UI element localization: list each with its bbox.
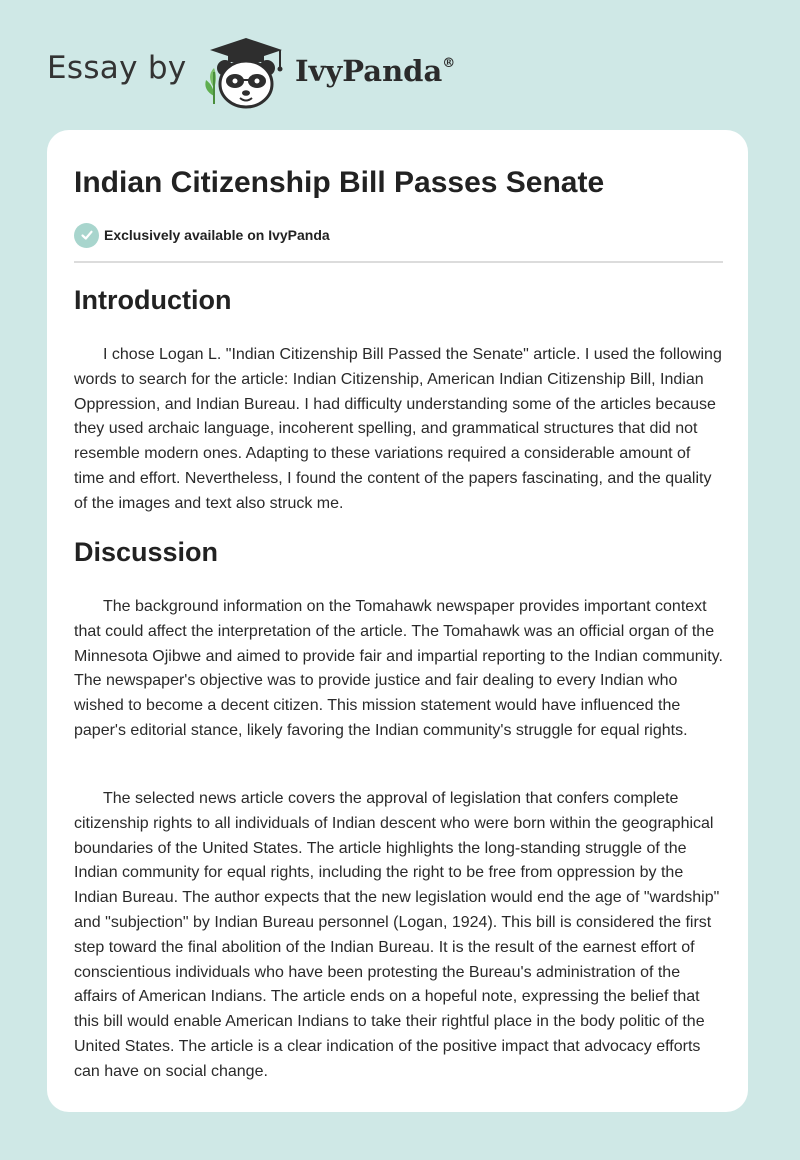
- essay-card: [47, 130, 748, 1112]
- badge-label: Exclusively available on IvyPanda: [104, 227, 330, 243]
- essay-by-label: Essay by: [47, 50, 187, 86]
- check-circle-icon: [74, 223, 99, 248]
- paragraph: The background information on the Tomahawk newspaper provides important context that could affect the interpretation of the article. The Tomahawk was an official organ of the Minnesota Ojibwe and aimed to provide fair and impartial reporting to the Indian community. The newspaper's objective was to provide justice and fair dealing to every Indian who wished to become a decent citizen. This mission statement would have influenced the paper's editorial stance, likely favoring the Indian community's struggle for equal rights.: [74, 598, 723, 739]
- section-heading-discussion: Discussion: [74, 537, 219, 567]
- brand-name[interactable]: [295, 54, 455, 88]
- panda-graduate-icon[interactable]: [200, 36, 292, 110]
- page-title: Indian Citizenship Bill Passes Senate: [74, 166, 605, 199]
- divider: [74, 261, 723, 263]
- section-heading-introduction: Introduction: [74, 285, 232, 315]
- brand-name-text: IvyPanda: [295, 54, 443, 88]
- site-header: [0, 0, 800, 130]
- paragraph: I chose Logan L. "Indian Citizenship Bill Passed the Senate" article. I used the following words to search for the article: Indian Citizenship, American Indian Citizenship Bill, Indian Oppression, and Indian Bureau. I had difficulty understanding some of the articles because they used archaic language, incoherent spelling, and grammatical structures that did not resemble modern ones. Adapting to these variations required a considerable amount of time and effort. Nevertheless, I found the content of the papers fascinating, and the quality of the images and text also struck me.: [74, 346, 722, 512]
- registered-mark: ®: [442, 56, 456, 71]
- exclusive-badge: [74, 222, 330, 248]
- paragraph: The selected news article covers the approval of legislation that confers complete citizenship rights to all individuals of Indian descent who were born within the geographical boundaries of the United States. The article highlights the long-standing struggle of the Indian community for equal rights, including the right to be free from oppression by the Indian Bureau. The author expects that the new legislation would end the age of "wardship" and "subjection" by Indian Bureau personnel (Logan, 1924). This bill is considered the first step toward the final abolition of the Indian Bureau. It is the result of the earnest effort of conscientious individuals who have been protesting the Bureau's administration of the affairs of American Indians. The article ends on a hopeful note, expressing the belief that this bill would enable American Indians to take their rightful place in the body politic of the United States. The article is a clear indication of the positive impact that advocacy efforts can have on social change.: [74, 790, 720, 1080]
